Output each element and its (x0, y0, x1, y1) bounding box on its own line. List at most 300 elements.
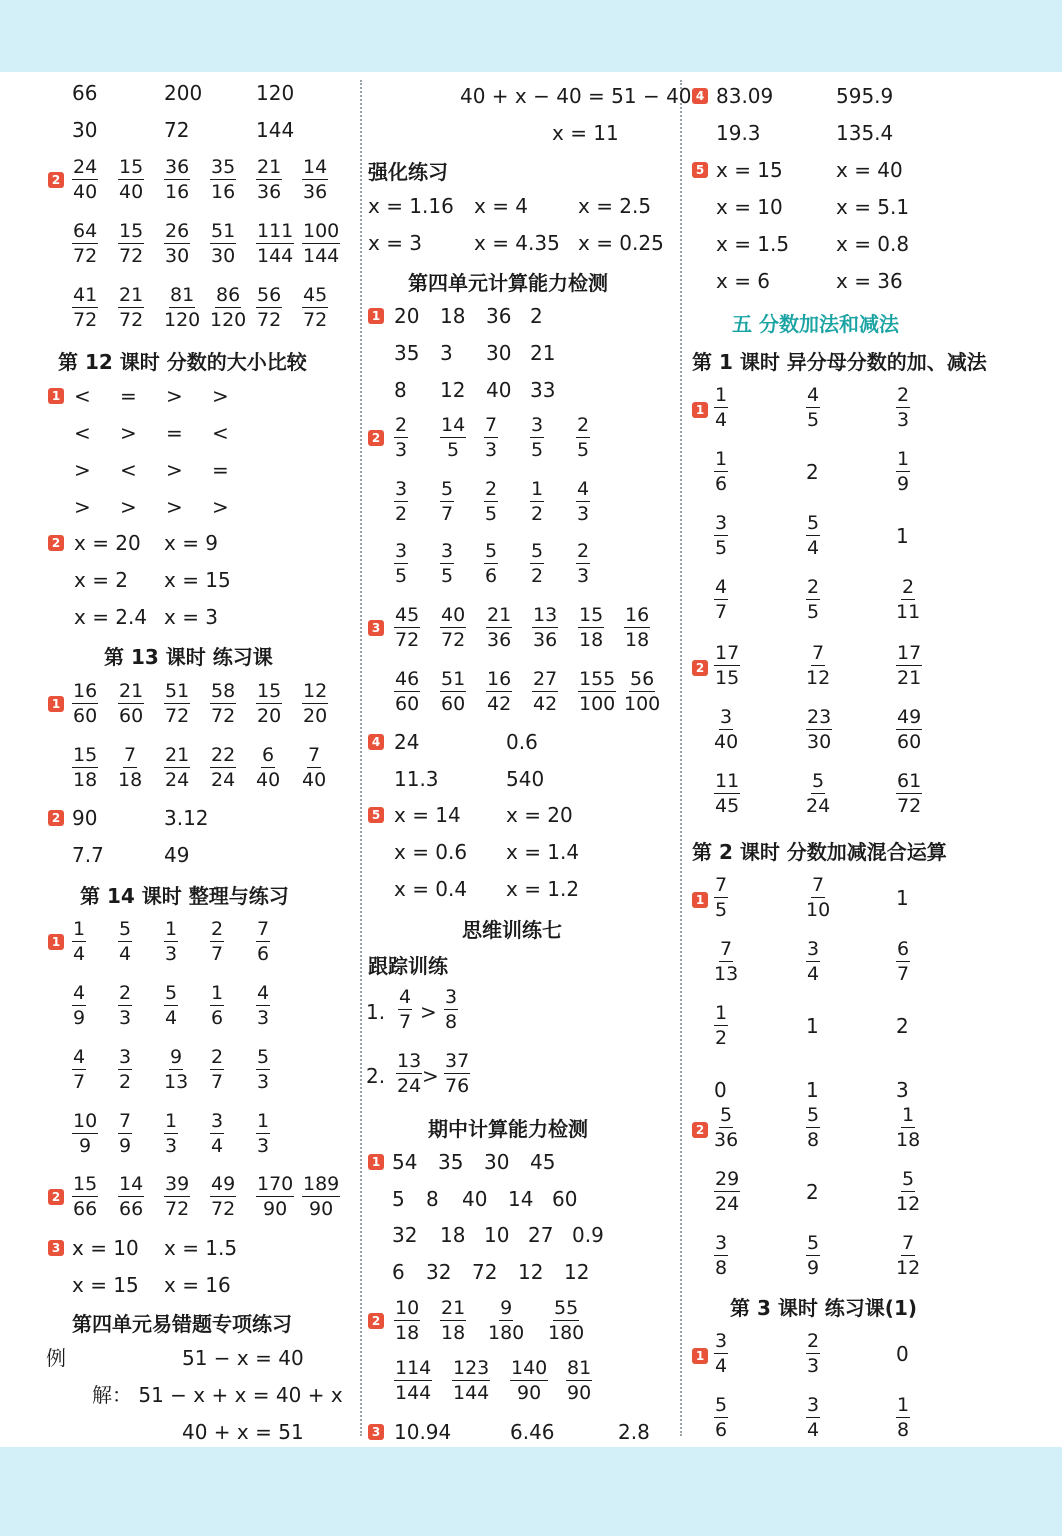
numerator: 15 (119, 220, 144, 242)
answer-value: 83.09 (716, 84, 774, 108)
answer-value: 3 (440, 341, 453, 365)
denominator: 30 (211, 245, 236, 267)
numerator: 16 (73, 680, 98, 702)
column-divider (360, 80, 362, 1436)
numerator: 16 (487, 668, 512, 690)
denominator: 16 (165, 181, 190, 203)
denominator: 40 (73, 181, 98, 203)
section-heading: 第 3 课时 练习课(1) (730, 1296, 918, 1320)
denominator: 24 (397, 1075, 422, 1097)
answer-value: 144 (256, 118, 295, 142)
fraction (256, 744, 280, 791)
answer-value: x = 36 (836, 269, 903, 293)
denominator: 8 (445, 1011, 458, 1033)
answer-value: 27 (528, 1223, 554, 1247)
answer-value: 12 (440, 378, 466, 402)
denominator: 3 (395, 439, 408, 461)
answer-value: 解： 51 − x + x = 40 + x (92, 1383, 343, 1407)
numerator: 4 (807, 384, 820, 406)
fraction (806, 706, 832, 753)
numerator: 86 (216, 284, 241, 306)
answer-value: 2 (896, 1014, 909, 1038)
denominator: 100 (624, 693, 661, 715)
answer-value: 90 (72, 806, 98, 830)
denominator: 5 (807, 601, 820, 623)
fraction (394, 478, 408, 525)
denominator: 60 (395, 693, 420, 715)
denominator: 90 (517, 1382, 542, 1404)
section-heading: 第 2 课时 分数加减混合运算 (692, 840, 947, 864)
fraction (164, 982, 178, 1029)
fraction (714, 770, 740, 817)
numerator: 5 (807, 1104, 820, 1126)
answer-value: 595.9 (836, 84, 894, 108)
answer-value: x = 3 (164, 605, 219, 629)
numerator: 14 (119, 1173, 144, 1195)
answer-value: x = 10 (716, 195, 783, 219)
denominator: 4 (715, 409, 728, 431)
denominator: 6 (715, 1419, 728, 1441)
numerator: 7 (308, 744, 321, 766)
numerator: 5 (715, 1394, 728, 1416)
fraction (118, 1173, 144, 1220)
question-number-badge: 3 (368, 620, 384, 636)
answer-value: > (166, 458, 183, 482)
numerator: 7 (124, 744, 137, 766)
answer-value: 2 (806, 460, 819, 484)
denominator: 7 (897, 963, 910, 985)
denominator: 5 (447, 439, 460, 461)
numerator: 17 (897, 642, 922, 664)
question-number-badge: 2 (692, 1122, 708, 1138)
question-number-badge: 1 (368, 1154, 384, 1170)
fraction (896, 770, 922, 817)
denominator: 2 (395, 503, 408, 525)
fraction (576, 414, 590, 461)
fraction (164, 156, 190, 203)
question-number-badge: 4 (692, 88, 708, 104)
fraction (210, 680, 236, 727)
fraction (302, 156, 328, 203)
fraction (714, 1330, 728, 1377)
numerator: 4 (577, 478, 590, 500)
fraction (896, 1168, 920, 1215)
fraction (398, 986, 412, 1033)
fraction (452, 1357, 490, 1404)
answer-value: 120 (256, 81, 295, 105)
numerator: 40 (441, 604, 466, 626)
fraction (72, 220, 98, 267)
numerator: 5 (119, 918, 132, 940)
numerator: 26 (165, 220, 190, 242)
numerator: 6 (262, 744, 275, 766)
denominator: 3 (897, 409, 910, 431)
fraction (256, 1110, 270, 1157)
answer-value: 19.3 (716, 121, 761, 145)
section-heading: 第 14 课时 整理与练习 (80, 884, 289, 908)
fraction (714, 642, 740, 689)
numerator: 3 (807, 1394, 820, 1416)
denominator: 24 (211, 769, 236, 791)
numerator: 3 (531, 414, 544, 436)
denominator: 3 (485, 439, 498, 461)
fraction (806, 512, 820, 559)
denominator: 5 (395, 565, 408, 587)
section-heading: 第 13 课时 练习课 (104, 645, 273, 669)
answer-value: 5 (392, 1187, 405, 1211)
denominator: 9 (897, 473, 910, 495)
numerator: 3 (807, 938, 820, 960)
numerator: 9 (170, 1046, 183, 1068)
denominator: 3 (577, 565, 590, 587)
fraction (394, 414, 408, 461)
denominator: 180 (488, 1322, 525, 1344)
answer-value: < (212, 421, 229, 445)
answer-value: x = 15 (716, 158, 783, 182)
answer-value: x = 1.4 (506, 840, 580, 864)
numerator: 140 (511, 1357, 548, 1379)
fraction (896, 938, 910, 985)
numerator: 2 (211, 918, 224, 940)
fraction (256, 284, 282, 331)
answer-value: x = 11 (552, 121, 619, 145)
denominator: 60 (441, 693, 466, 715)
denominator: 5 (485, 503, 498, 525)
denominator: 7 (441, 503, 454, 525)
fraction (118, 982, 132, 1029)
numerator: 3 (395, 540, 408, 562)
fraction (164, 1110, 178, 1157)
fraction (806, 384, 820, 431)
fraction (118, 1110, 132, 1157)
answer-value: 1. (366, 1000, 386, 1024)
numerator: 9 (500, 1297, 513, 1319)
fraction (118, 680, 144, 727)
numerator: 1 (902, 1104, 915, 1126)
numerator: 5 (531, 540, 544, 562)
numerator: 111 (257, 220, 294, 242)
numerator: 170 (257, 1173, 294, 1195)
fraction (118, 1046, 132, 1093)
answer-value: 2.8 (618, 1420, 650, 1444)
numerator: 155 (579, 668, 616, 690)
numerator: 4 (257, 982, 270, 1004)
section-heading: 强化练习 (368, 160, 448, 184)
denominator: 4 (165, 1007, 178, 1029)
answer-value: x = 16 (164, 1273, 231, 1297)
numerator: 49 (897, 706, 922, 728)
fraction (806, 1232, 820, 1279)
fraction (714, 1168, 740, 1215)
denominator: 72 (395, 629, 420, 651)
numerator: 3 (441, 540, 454, 562)
fraction (532, 668, 558, 715)
fraction (444, 986, 458, 1033)
answer-value: 200 (164, 81, 203, 105)
fraction (576, 478, 590, 525)
fraction (210, 1110, 224, 1157)
answer-value: > (212, 384, 229, 408)
answer-value: < (74, 421, 91, 445)
numerator: 7 (720, 938, 733, 960)
answer-value: 1 (896, 524, 909, 548)
numerator: 3 (715, 1232, 728, 1254)
question-number-badge: 4 (368, 734, 384, 750)
numerator: 13 (533, 604, 558, 626)
denominator: 13 (714, 963, 739, 985)
answer-value: 32 (426, 1260, 452, 1284)
denominator: 72 (211, 705, 236, 727)
denominator: 40 (302, 769, 327, 791)
answer-value: 60 (552, 1187, 578, 1211)
numerator: 189 (303, 1173, 340, 1195)
answer-value: 30 (484, 1150, 510, 1174)
denominator: 12 (896, 1193, 921, 1215)
fraction (806, 1104, 820, 1151)
numerator: 5 (902, 1168, 915, 1190)
numerator: 7 (902, 1232, 915, 1254)
answer-value: > (74, 458, 91, 482)
denominator: 5 (715, 899, 728, 921)
answer-value: 12 (518, 1260, 544, 1284)
answer-value: 72 (472, 1260, 498, 1284)
fraction (714, 576, 728, 623)
numerator: 1 (897, 448, 910, 470)
numerator: 21 (441, 1297, 466, 1319)
answer-value: x = 14 (394, 803, 461, 827)
answer-value: 6 (392, 1260, 405, 1284)
numerator: 17 (715, 642, 740, 664)
answer-value: 例 (46, 1346, 66, 1370)
fraction (394, 668, 420, 715)
numerator: 123 (453, 1357, 490, 1379)
numerator: 4 (715, 576, 728, 598)
answer-value: x = 1.16 (368, 194, 454, 218)
denominator: 5 (531, 439, 544, 461)
answer-value: 45 (530, 1150, 556, 1174)
fraction (440, 478, 454, 525)
answer-value: 24 (394, 730, 420, 754)
numerator: 5 (807, 512, 820, 534)
numerator: 45 (395, 604, 420, 626)
answer-value: > (420, 1000, 437, 1024)
numerator: 56 (630, 668, 655, 690)
numerator: 15 (119, 156, 144, 178)
denominator: 60 (897, 731, 922, 753)
denominator: 10 (806, 899, 831, 921)
answer-value: 66 (72, 81, 98, 105)
fraction (72, 1173, 98, 1220)
denominator: 20 (303, 705, 328, 727)
numerator: 2 (211, 1046, 224, 1068)
answer-value: 72 (164, 118, 190, 142)
answer-value: x = 0.25 (578, 231, 664, 255)
denominator: 72 (303, 309, 328, 331)
answer-value: > (74, 495, 91, 519)
fraction (210, 918, 224, 965)
numerator: 3 (119, 1046, 132, 1068)
fraction (72, 156, 98, 203)
answer-value: x = 0.4 (394, 877, 468, 901)
answer-value: 0.6 (506, 730, 538, 754)
fraction (394, 1297, 420, 1344)
answer-value: x = 4 (474, 194, 529, 218)
bottom-band (0, 1447, 1062, 1536)
fraction (72, 1110, 98, 1157)
fraction (806, 938, 820, 985)
denominator: 66 (73, 1198, 98, 1220)
denominator: 18 (118, 769, 143, 791)
denominator: 42 (533, 693, 558, 715)
answer-value: x = 40 (836, 158, 903, 182)
denominator: 5 (577, 439, 590, 461)
numerator: 21 (119, 284, 144, 306)
denominator: 72 (73, 309, 98, 331)
numerator: 61 (897, 770, 922, 792)
answer-value: > (120, 495, 137, 519)
denominator: 100 (579, 693, 616, 715)
fraction (714, 448, 728, 495)
denominator: 144 (303, 245, 340, 267)
fraction (256, 220, 294, 267)
fraction (440, 414, 466, 461)
denominator: 90 (567, 1382, 592, 1404)
denominator: 3 (165, 1135, 178, 1157)
denominator: 2 (531, 565, 544, 587)
denominator: 12 (806, 667, 831, 689)
numerator: 2 (807, 1330, 820, 1352)
fraction (714, 1002, 728, 1049)
fraction (302, 284, 328, 331)
answer-value: > (166, 384, 183, 408)
numerator: 2 (395, 414, 408, 436)
numerator: 5 (441, 478, 454, 500)
denominator: 2 (715, 1027, 728, 1049)
denominator: 72 (73, 245, 98, 267)
answer-value: = (166, 421, 183, 445)
denominator: 4 (73, 943, 86, 965)
numerator: 1 (257, 1110, 270, 1132)
denominator: 2 (119, 1071, 132, 1093)
question-number-badge: 3 (48, 1240, 64, 1256)
denominator: 144 (453, 1382, 490, 1404)
answer-value: x = 10 (72, 1236, 139, 1260)
denominator: 3 (257, 1135, 270, 1157)
answer-value: 11.3 (394, 767, 439, 791)
denominator: 40 (256, 769, 281, 791)
answer-value: 49 (164, 843, 190, 867)
fraction (118, 284, 144, 331)
numerator: 13 (397, 1050, 422, 1072)
denominator: 4 (807, 963, 820, 985)
numerator: 5 (720, 1104, 733, 1126)
denominator: 72 (119, 245, 144, 267)
denominator: 13 (164, 1071, 189, 1093)
numerator: 56 (257, 284, 282, 306)
fraction (806, 874, 830, 921)
fraction (896, 706, 922, 753)
denominator: 72 (257, 309, 282, 331)
fraction (896, 1232, 920, 1279)
question-number-badge: 2 (48, 172, 64, 188)
fraction (440, 1297, 466, 1344)
fraction (256, 918, 270, 965)
numerator: 51 (165, 680, 190, 702)
numerator: 1 (165, 918, 178, 940)
fraction (714, 512, 728, 559)
numerator: 5 (165, 982, 178, 1004)
answer-value: 35 (394, 341, 420, 365)
numerator: 6 (897, 938, 910, 960)
numerator: 1 (531, 478, 544, 500)
fraction (806, 1394, 820, 1441)
denominator: 4 (807, 537, 820, 559)
numerator: 15 (257, 680, 282, 702)
question-number-badge: 5 (692, 162, 708, 178)
denominator: 72 (119, 309, 144, 331)
numerator: 7 (715, 874, 728, 896)
fraction (72, 1046, 86, 1093)
denominator: 144 (395, 1382, 432, 1404)
answer-value: 1 (806, 1078, 819, 1102)
denominator: 6 (211, 1007, 224, 1029)
fraction (488, 1297, 524, 1344)
numerator: 81 (567, 1357, 592, 1379)
question-number-badge: 2 (48, 1189, 64, 1205)
denominator: 2 (531, 503, 544, 525)
fraction (440, 604, 466, 651)
denominator: 90 (263, 1198, 288, 1220)
question-number-badge: 1 (692, 402, 708, 418)
answer-value: 33 (530, 378, 556, 402)
denominator: 120 (210, 309, 247, 331)
denominator: 16 (211, 181, 236, 203)
question-number-badge: 1 (48, 696, 64, 712)
numerator: 3 (715, 1330, 728, 1352)
denominator: 3 (119, 1007, 132, 1029)
fraction (714, 1104, 738, 1151)
numerator: 37 (445, 1050, 470, 1072)
answer-value: 135.4 (836, 121, 894, 145)
numerator: 3 (211, 1110, 224, 1132)
fraction (72, 918, 86, 965)
denominator: 42 (487, 693, 512, 715)
fraction (164, 284, 200, 331)
numerator: 55 (554, 1297, 579, 1319)
numerator: 41 (73, 284, 98, 306)
denominator: 3 (807, 1355, 820, 1377)
denominator: 120 (164, 309, 201, 331)
denominator: 72 (211, 1198, 236, 1220)
section-heading: 第四单元计算能力检测 (408, 271, 608, 295)
denominator: 9 (79, 1135, 92, 1157)
numerator: 100 (303, 220, 340, 242)
numerator: 1 (73, 918, 86, 940)
answer-value: x = 5.1 (836, 195, 910, 219)
denominator: 5 (807, 409, 820, 431)
denominator: 36 (303, 181, 328, 203)
fraction (72, 680, 98, 727)
answer-value: 18 (440, 1223, 466, 1247)
fraction (72, 284, 98, 331)
numerator: 7 (812, 874, 825, 896)
answer-value: > (422, 1064, 439, 1088)
answer-value: = (212, 458, 229, 482)
answer-value: 0 (714, 1078, 727, 1102)
fraction (164, 1046, 188, 1093)
answer-value: 7.7 (72, 843, 104, 867)
answer-value: x = 1.5 (716, 232, 790, 256)
